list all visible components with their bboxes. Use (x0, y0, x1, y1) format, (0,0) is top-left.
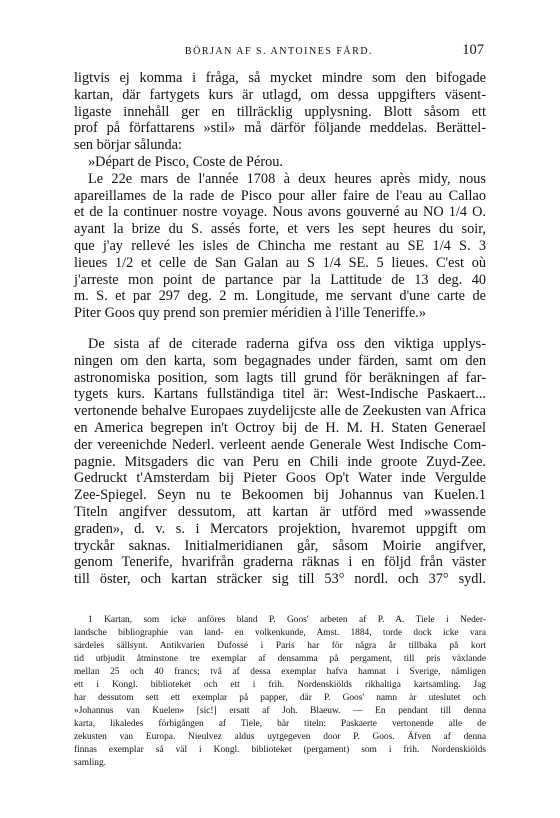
quote-line: Piter Goos quy prend son premier méridien à l'ille Teneriffe.» (74, 305, 427, 322)
footnote (74, 614, 486, 770)
quote-line: m. S. et par 297 deg. 2 m. Longitude, me servant d'une carte de (74, 288, 486, 305)
quote-line: ayant la brize du S. assés forte, et vers les sept heures du soir, (74, 221, 486, 238)
text-line: en America begrepen in't Octroy bij de H. M. H. Staten Generael (74, 419, 486, 436)
text-line: De sista af de citerade raderna gifva oss den viktiga upplys- (88, 335, 486, 352)
text-line: ligaste innehåll ger en tillräcklig upplysning. Blott såsom ett (74, 103, 486, 120)
text-line: astronomiska position, som lagts till grund för beräkningen af far- (74, 369, 486, 386)
text-line: genom Tenerife, hvarifrån graderna räknas i en följd från väster (74, 554, 486, 571)
quote-line: apareillames de la rade de Pisco pour aller faire de l'eau au Callao (74, 187, 486, 204)
footnote-line: finnas exemplar så väl i Kongl. biblioteket (pergament) som i frih. Nordenskiölds (74, 745, 486, 755)
text-line: graden», d. v. s. i Mercators projektion, hvaremot uppgift om (74, 520, 486, 537)
footnote-line: ett i Kongl. biblioteket och ett i frih. Nordenskiölds rikhaltiga kartsamling. Jag (74, 680, 486, 690)
text-line: kartan, där fartygets kurs är utlagd, om dessa uppgifters väsent- (74, 86, 486, 103)
footnote-line: samling. (74, 758, 107, 768)
text-line: Zee-Spiegel. Seyn nu te Bekoomen bij Johannus van Kuelen.1 (74, 487, 486, 504)
quote-line: que j'ay rellevé les isles de Chincha me restant au SE 1/4 S. 3 (74, 237, 486, 254)
quote-line: et de la continuer nostre voyage. Nous avons gouverné au NO 1/4 O. (74, 204, 486, 221)
footnote-line: särdeles sällsynt. Antikvarien Dufossé i Paris har för några år tillbaka på kort (74, 641, 486, 651)
page-header (74, 42, 484, 62)
main-text (74, 70, 486, 588)
quote-line: j'arreste mon point de partance par la Lattitude de 13 deg. 40 (74, 271, 486, 288)
quote-line: lieues 1/2 et celle de San Galan au S 1/4 SE. 5 lieues. C'est où (74, 254, 486, 271)
text-line: vertonende behalve Europaes zuydelijcste alle de Zeekusten van Africa (74, 403, 486, 420)
text-line: ligtvis ej komma i fråga, så mycket mindre som den bifogade (74, 70, 486, 86)
footnote-line: »Johannus van Kuelen» [sic!] ersatt af Joh. Blaeuw. — En pendant till denna (74, 706, 486, 716)
paragraph-gap (74, 322, 486, 336)
text-line: tygets kurs. Kartans fullständiga titel är: West-Indische Paskaert... (74, 386, 486, 403)
text-line: pagnie. Mitsgaders dic van Peru en Chili inde groote Zuyd-Zee. (74, 453, 486, 470)
footnote-line: 1 Kartan, som icke anföres bland P. Goos' arbeten af P. A. Tiele i Neder- (88, 615, 486, 625)
text-line: tryckår saknas. Initialmeridianen går, såsom Moirie angifver, (74, 537, 486, 554)
text-line: Gedruckt t'Amsterdam bij Pieter Goos Op't Water inde Vergulde (74, 470, 486, 487)
footnote-line: har dessutom sett ett exemplar på papper, där P. Goos' namn är uteslutet och (74, 693, 486, 703)
footnote-line: karta, likaledes förbigången af Tiele, bär titeln: Paskaerte vertonende alle de (74, 719, 486, 729)
page-number: 107 (462, 42, 484, 58)
running-title: BÖRJAN AF S. ANTOINES FÄRD. (184, 46, 374, 57)
quote-heading: »Départ de Pisco, Coste de Pérou. (88, 153, 283, 170)
text-line: till öster, och kartan sträcker sig till 53° nordl. och 37° sydl. (74, 571, 486, 588)
text-line: sen börjar sålunda: (74, 137, 182, 154)
footnote-line: mellan 25 och 40 francs; två af dessa exemplar hafva hamnat i Sverige, nämligen (74, 667, 486, 677)
text-line: der vereenichde Nederl. verleent aende Generale West Indische Com- (74, 436, 486, 453)
footnote-line: zekusten van Europa. Nieulvez aldus uytgegeven door P. Goos. Äfven af denna (74, 732, 486, 742)
footnote-line: landsche bibliographie van land- en volkenkunde, Amst. 1884, torde dock icke vara (74, 628, 486, 638)
quote-line: Le 22e mars de l'année 1708 à deux heures après midy, nous (88, 170, 486, 187)
text-line: Titeln angifver dessutom, att kartan är utförd med »wassende (74, 503, 486, 520)
text-line: ningen om den karta, som begagnades under färden, samt om den (74, 352, 486, 369)
footnote-line: tid utbjudit åtminstone tre exemplar af densamma på pergament, till pris växlande (74, 654, 486, 664)
text-line: prof på författarens »stil» må därför följande meddelas. Berättel- (74, 120, 486, 137)
